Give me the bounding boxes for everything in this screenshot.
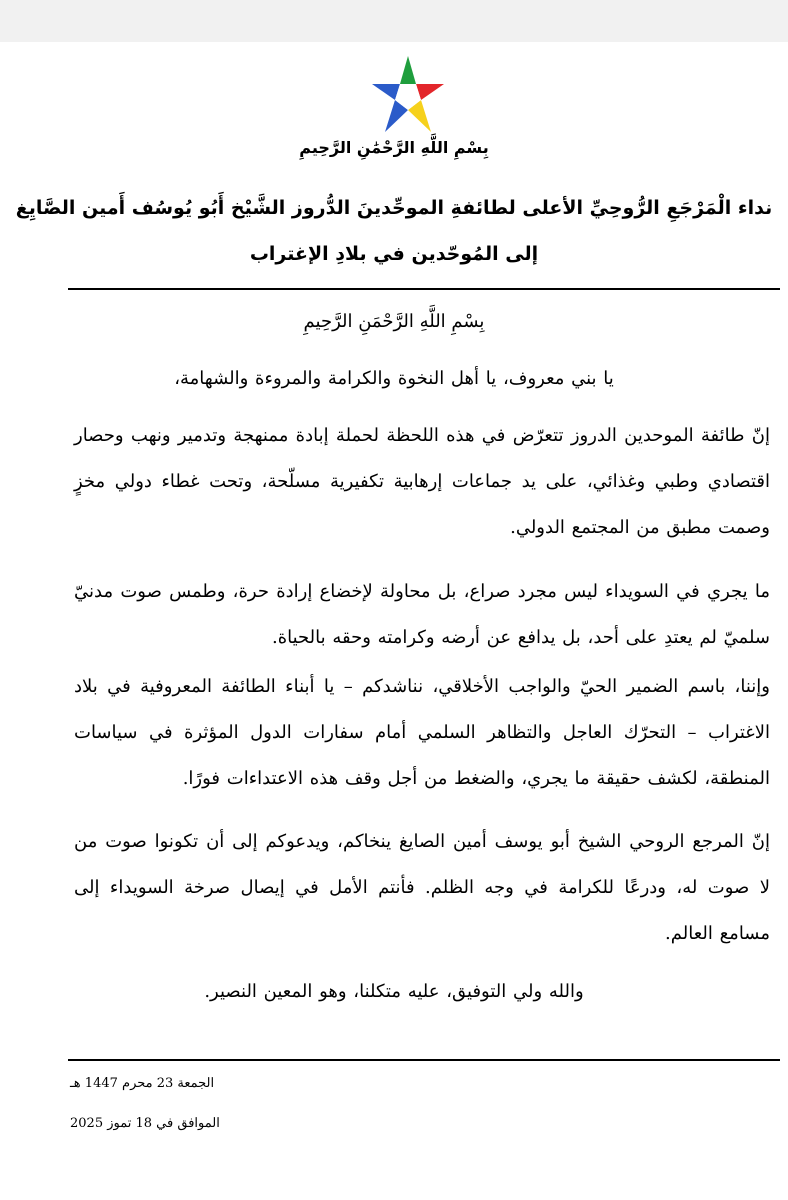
document-title <box>8 185 780 277</box>
header-divider <box>68 288 780 290</box>
paragraph-greeting: يا بني معروف، يا أهل النخوة والكرامة والمروءة والشهامة، <box>174 368 614 389</box>
five-color-star-icon <box>370 56 446 132</box>
star-ray-top <box>400 56 416 84</box>
footer-divider <box>68 1059 780 1061</box>
body-basmala: بِسْمِ اللَّهِ الرَّحْمَنِ الرَّحِيمِ <box>303 311 485 332</box>
gregorian-date: الموافق في 18 تموز 2025 <box>70 1116 220 1131</box>
paragraph-4: إنّ المرجع الروحي الشيخ أبو يوسف أمين الصايغ ينخاكم، ويدعوكم إلى أن تكونوا صوت من لا صوت له، ودرعًا للكرامة في وجه الظلم. فأنتم الأمل في إيصال صرخة السويداء إلى مسامع العالم. <box>74 831 770 944</box>
paragraph-closing: والله ولي التوفيق، عليه متكلنا، وهو المعين النصير. <box>204 981 584 1002</box>
hijri-date: الجمعة 23 محرم 1447 هـ <box>70 1076 215 1091</box>
title-line-2: إلى المُوحّدين في بلادِ الإغتراب <box>249 243 539 265</box>
paragraph-2: ما يجري في السويداء ليس مجرد صراع، بل محاولة لإخضاع إرادة حرة، وطمس صوت مدنيّ سلميّ لم يعتدِ على أحد، بل يدافع عن أرضه وكرامته وحقه بالحياة. <box>74 581 770 648</box>
header-basmala: بِسْمِ اللَّهِ الرَّحْمَٰنِ الرَّحِيمِ <box>299 138 489 157</box>
title-line-1: نداء الْمَرْجَعِ الرُّوحِيِّ الأعلى لطائفةِ الموحِّدينَ الدُّروز الشَّيْخ أَبُو يُوسُف أَمين الصَّايِغ <box>15 197 773 219</box>
paragraph-1: إنّ طائفة الموحدين الدروز تتعرّض في هذه اللحظة لحملة إبادة ممنهجة وتدمير ونهب وحصار اقتصادي وطبي وغذائي، على يد جماعات إرهابية تكفيرية مسلّحة، وتحت غطاء دولي مخزٍ وصمت مطبق من المجتمع الدولي. <box>74 425 770 538</box>
top-bar <box>0 0 788 42</box>
paragraph-3: وإننا، باسم الضمير الحيّ والواجب الأخلاقي، نناشدكم – يا أبناء الطائفة المعروفية في بلاد الاغتراب – التحرّك العاجل والتظاهر السلمي أمام سفارات الدول المؤثرة في سياسات المنطقة، لكشف حقيقة ما يجري، والضغط من أجل وقف هذه الاعتداءات فورًا. <box>74 676 770 789</box>
